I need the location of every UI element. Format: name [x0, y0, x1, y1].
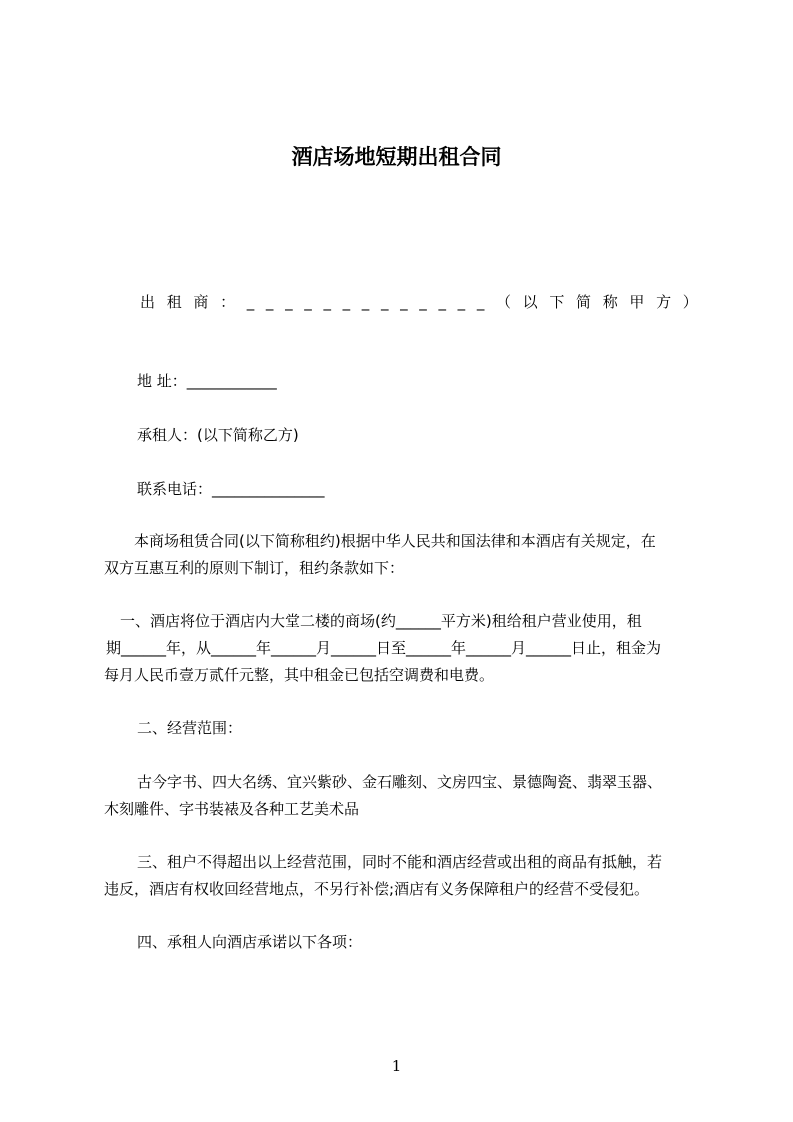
clause-2-heading: 二、经营范围： — [137, 719, 243, 737]
clause-1-line-1: 一、酒店将位于酒店内大堂二楼的商场(约______平方米)租给租户营业使用，租 — [120, 612, 642, 630]
lessee-line: 承租人：(以下简称乙方) — [137, 426, 299, 444]
intro-paragraph-line-1: 本商场租赁合同(以下简称租约)根据中华人民共和国法律和本酒店有关规定，在 — [134, 532, 656, 550]
lessor-line: 出 租 商 ： _ _ _ _ _ _ _ _ _ _ _ _ _ （ 以 下 简 称 甲 方 ） — [140, 293, 698, 311]
clause-3-line-2: 违反，酒店有权收回经营地点，不另行补偿;酒店有义务保障租户的经营不受侵犯。 — [104, 880, 650, 898]
clause-1-line-3: 每月人民币壹万贰仟元整，其中租金已包括空调费和电费。 — [104, 666, 495, 684]
phone-line: 联系电话：_______________ — [137, 480, 325, 498]
clause-1-line-2: 期______年，从______年______月______日至______年______月______日止，租金为 — [106, 639, 662, 657]
clause-2-line-2: 木刻雕件、字书装裱及各种工艺美术品 — [104, 800, 360, 818]
clause-4-heading: 四、承租人向酒店承诺以下各项： — [137, 933, 363, 951]
clause-3-line-1: 三、租户不得超出以上经营范围，同时不能和酒店经营或出租的商品有抵触，若 — [137, 853, 663, 871]
page-number: 1 — [391, 1057, 402, 1075]
intro-paragraph-line-2: 双方互惠互利的原则下制订，租约条款如下： — [104, 559, 405, 577]
clause-2-line-1: 古今字书、四大名绣、宜兴紫砂、金石雕刻、文房四宝、景德陶瓷、翡翠玉器、 — [137, 773, 663, 791]
document-title: 酒店场地短期出租合同 — [291, 145, 502, 169]
address-line: 地 址：____________ — [137, 372, 277, 390]
